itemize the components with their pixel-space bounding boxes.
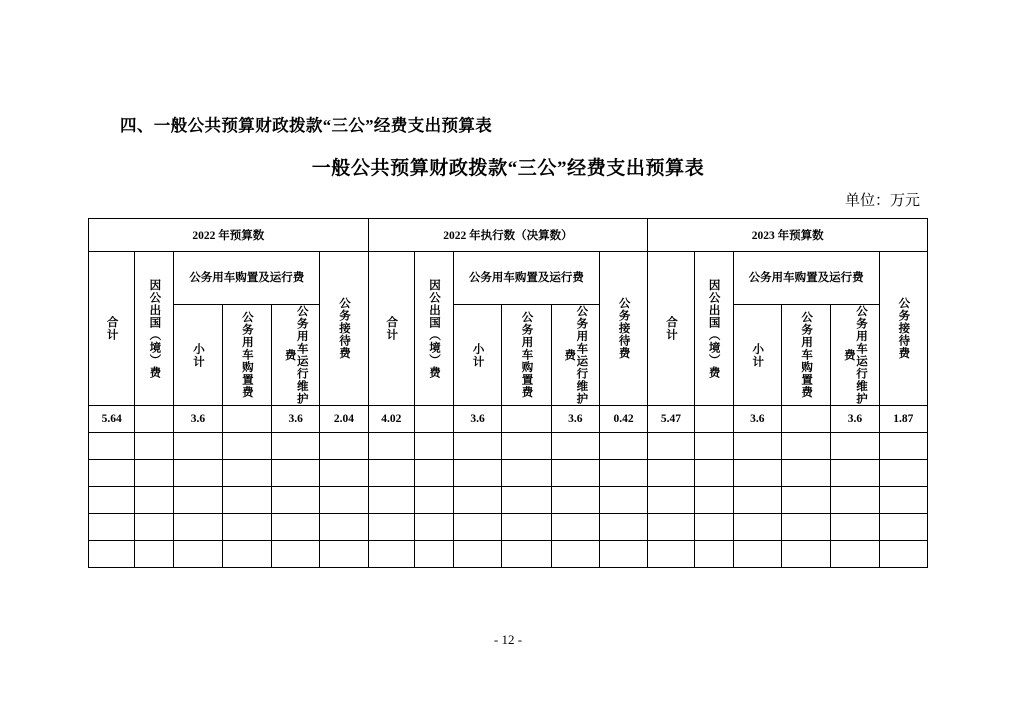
section-heading: 四、一般公共预算财政拨款“三公”经费支出预算表 xyxy=(120,116,493,135)
col-label-vehicle-subtotal: 小计 xyxy=(192,342,204,368)
col-label-vehicle-maintain: 公务用车运行维护费 xyxy=(842,305,867,405)
table-cell xyxy=(174,433,222,460)
document-body xyxy=(88,0,928,716)
table-cell xyxy=(879,487,927,514)
col-vehicle-maintain-2022-budget xyxy=(271,305,319,406)
table-cell xyxy=(222,514,271,541)
col-label-abroad: 因公出国（境）费 xyxy=(707,278,720,379)
table-cell xyxy=(89,487,135,514)
table-cell xyxy=(320,514,368,541)
table-cell xyxy=(453,487,501,514)
table-cell xyxy=(781,406,830,433)
table-cell xyxy=(733,460,781,487)
table-cell xyxy=(831,514,879,541)
col-vehicle-maintain-2023-budget xyxy=(831,305,879,406)
table-cell xyxy=(89,514,135,541)
table-cell xyxy=(174,514,222,541)
table-row xyxy=(89,460,928,487)
col-vehicle-group-2023-budget: 公务用车购置及运行费 xyxy=(733,252,879,305)
col-label-vehicle-purchase: 公务用车购置费 xyxy=(800,311,813,399)
table-cell xyxy=(694,460,733,487)
table-cell xyxy=(453,514,501,541)
col-reception-2023-budget xyxy=(879,252,927,406)
col-label-abroad: 因公出国（境）费 xyxy=(427,278,440,379)
table-body xyxy=(89,406,928,568)
table-cell xyxy=(222,433,271,460)
table-cell xyxy=(135,406,174,433)
table-cell xyxy=(414,487,453,514)
table-cell: 3.6 xyxy=(271,406,319,433)
table-cell xyxy=(551,541,599,568)
table-cell xyxy=(781,514,830,541)
table-cell xyxy=(135,514,174,541)
table-cell xyxy=(648,514,694,541)
table-cell xyxy=(89,541,135,568)
table-cell xyxy=(733,433,781,460)
budget-table xyxy=(88,218,928,568)
col-vehicle-group-2022-budget: 公务用车购置及运行费 xyxy=(174,252,320,305)
table-cell xyxy=(174,541,222,568)
col-vehicle-subtotal-2022-budget xyxy=(174,305,222,406)
table-cell: 5.64 xyxy=(89,406,135,433)
table-cell xyxy=(733,541,781,568)
table-cell xyxy=(551,487,599,514)
table-cell xyxy=(271,487,319,514)
table-cell xyxy=(733,514,781,541)
table-cell: 3.6 xyxy=(831,406,879,433)
table-cell xyxy=(414,514,453,541)
table-cell xyxy=(320,487,368,514)
table-cell xyxy=(502,487,551,514)
table-cell xyxy=(781,433,830,460)
table-cell xyxy=(694,541,733,568)
table-cell xyxy=(222,487,271,514)
col-abroad-2023-budget xyxy=(694,252,733,406)
table-cell xyxy=(271,541,319,568)
col-vehicle-subtotal-2022-actual xyxy=(453,305,501,406)
table-cell xyxy=(551,514,599,541)
table-cell xyxy=(831,460,879,487)
table-cell xyxy=(320,541,368,568)
table-cell xyxy=(831,487,879,514)
table-cell xyxy=(879,433,927,460)
col-vehicle-purchase-2022-actual xyxy=(502,305,551,406)
table-cell xyxy=(135,541,174,568)
table-cell xyxy=(694,406,733,433)
table-cell xyxy=(694,433,733,460)
group-header-2023-budget: 2023 年预算数 xyxy=(648,219,928,252)
col-label-reception: 公务接待费 xyxy=(337,297,350,360)
col-total-2023-budget xyxy=(648,252,694,406)
table-subcolumn-header-row xyxy=(89,305,928,406)
table-cell xyxy=(174,460,222,487)
col-label-total: 合计 xyxy=(664,316,677,341)
table-cell xyxy=(135,487,174,514)
table-cell: 3.6 xyxy=(174,406,222,433)
table-cell xyxy=(222,406,271,433)
table-cell xyxy=(648,487,694,514)
col-label-reception: 公务接待费 xyxy=(897,297,910,360)
table-cell xyxy=(694,514,733,541)
col-label-reception: 公务接待费 xyxy=(617,297,630,360)
table-cell xyxy=(414,406,453,433)
table-cell xyxy=(831,541,879,568)
col-abroad-2022-actual xyxy=(414,252,453,406)
table-cell xyxy=(414,541,453,568)
col-total-2022-budget xyxy=(89,252,135,406)
col-label-total: 合计 xyxy=(385,316,398,341)
table-cell xyxy=(368,514,414,541)
unit-label: 单位：万元 xyxy=(844,193,920,209)
table-row xyxy=(89,487,928,514)
col-label-vehicle-maintain: 公务用车运行维护费 xyxy=(283,305,308,405)
col-vehicle-subtotal-2023-budget xyxy=(733,305,781,406)
table-cell xyxy=(879,514,927,541)
table-cell xyxy=(222,541,271,568)
table-cell xyxy=(502,541,551,568)
col-vehicle-purchase-2022-budget xyxy=(222,305,271,406)
table-cell xyxy=(89,433,135,460)
table-cell xyxy=(368,460,414,487)
table-cell: 3.6 xyxy=(551,406,599,433)
table-cell xyxy=(648,433,694,460)
table-cell xyxy=(551,433,599,460)
table-cell xyxy=(414,460,453,487)
col-vehicle-maintain-2022-actual xyxy=(551,305,599,406)
table-cell xyxy=(502,406,551,433)
table-cell xyxy=(502,514,551,541)
table-cell xyxy=(135,460,174,487)
col-label-abroad: 因公出国（境）费 xyxy=(148,278,161,379)
table-cell xyxy=(781,487,830,514)
table-cell xyxy=(453,433,501,460)
table-group-header-row xyxy=(89,219,928,252)
group-header-2022-budget: 2022 年预算数 xyxy=(89,219,369,252)
table-row xyxy=(89,406,928,433)
table-cell xyxy=(271,433,319,460)
table-cell xyxy=(368,541,414,568)
col-reception-2022-actual xyxy=(599,252,647,406)
table-cell xyxy=(320,433,368,460)
table-cell xyxy=(271,514,319,541)
table-cell xyxy=(648,541,694,568)
table-cell xyxy=(599,514,647,541)
table-cell xyxy=(368,487,414,514)
col-label-vehicle-purchase: 公务用车购置费 xyxy=(520,311,533,399)
table-cell xyxy=(694,487,733,514)
col-label-vehicle-maintain: 公务用车运行维护费 xyxy=(563,305,588,405)
table-cell xyxy=(831,433,879,460)
table-row xyxy=(89,433,928,460)
table-cell xyxy=(781,460,830,487)
page-number: - 12 - xyxy=(493,632,523,647)
table-row xyxy=(89,514,928,541)
table-cell xyxy=(502,433,551,460)
col-label-total: 合计 xyxy=(105,316,118,341)
table-cell xyxy=(781,541,830,568)
table-cell xyxy=(368,433,414,460)
col-vehicle-group-2022-actual: 公务用车购置及运行费 xyxy=(453,252,599,305)
col-abroad-2022-budget xyxy=(135,252,174,406)
col-label-vehicle-purchase: 公务用车购置费 xyxy=(240,311,253,399)
table-cell: 3.6 xyxy=(733,406,781,433)
table-cell xyxy=(89,460,135,487)
page-title: 一般公共预算财政拨款“三公”经费支出预算表 xyxy=(311,158,705,179)
table-cell xyxy=(453,541,501,568)
table-cell xyxy=(271,460,319,487)
table-cell xyxy=(453,460,501,487)
table-cell xyxy=(879,460,927,487)
table-cell xyxy=(135,433,174,460)
col-total-2022-actual xyxy=(368,252,414,406)
table-cell xyxy=(733,487,781,514)
table-cell xyxy=(551,460,599,487)
table-cell xyxy=(879,541,927,568)
table-row xyxy=(89,541,928,568)
table-cell xyxy=(599,541,647,568)
group-header-2022-actual: 2022 年执行数（决算数） xyxy=(368,219,648,252)
table-cell xyxy=(320,460,368,487)
table-cell xyxy=(502,460,551,487)
table-cell xyxy=(599,460,647,487)
table-cell: 3.6 xyxy=(453,406,501,433)
col-label-vehicle-subtotal: 小计 xyxy=(751,342,764,368)
table-cell: 4.02 xyxy=(368,406,414,433)
table-cell xyxy=(599,487,647,514)
table-cell xyxy=(648,460,694,487)
table-cell: 1.87 xyxy=(879,406,927,433)
col-vehicle-purchase-2023-budget xyxy=(781,305,830,406)
table-cell: 0.42 xyxy=(599,406,647,433)
col-label-vehicle-subtotal: 小计 xyxy=(471,342,484,368)
table-subgroup-header-row xyxy=(89,252,928,305)
table-cell: 5.47 xyxy=(648,406,694,433)
col-reception-2022-budget xyxy=(320,252,368,406)
table-cell xyxy=(414,433,453,460)
table-cell xyxy=(174,487,222,514)
table-cell: 2.04 xyxy=(320,406,368,433)
table-cell xyxy=(599,433,647,460)
table-cell xyxy=(222,460,271,487)
